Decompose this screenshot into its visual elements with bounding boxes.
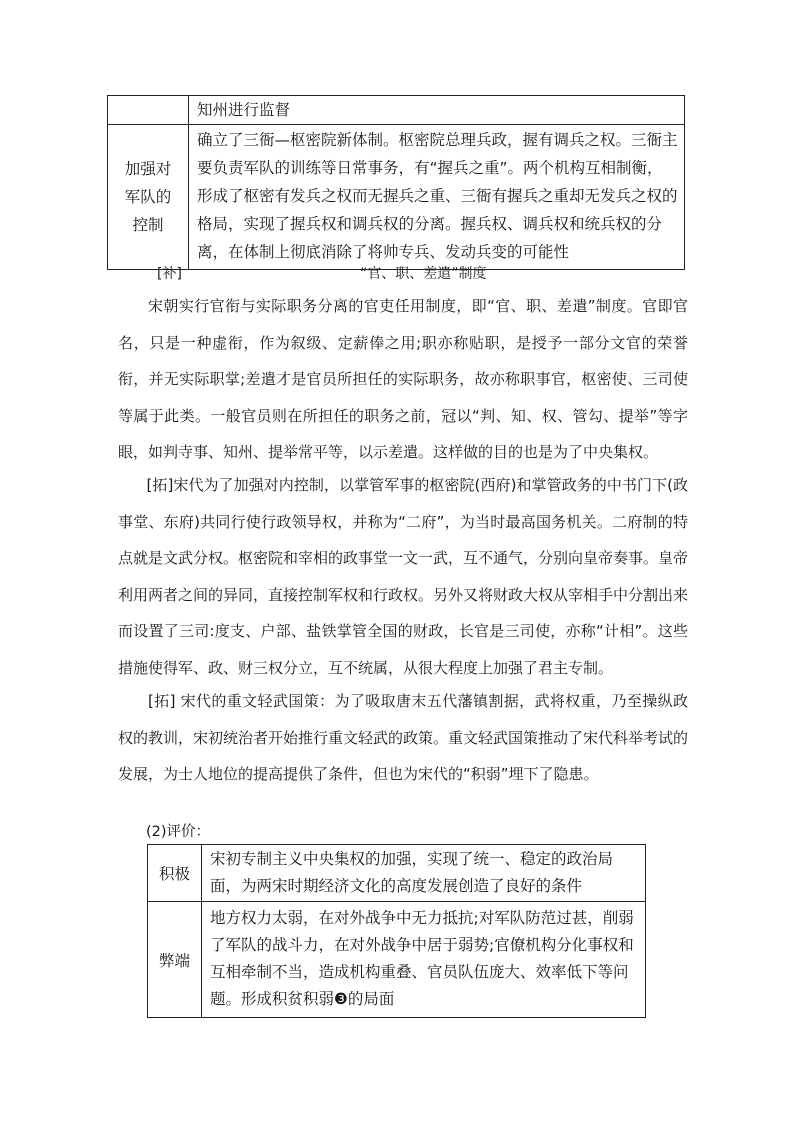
table-row-content: 宋初专制主义中央集权的加强，实现了统一、稳定的政治局面，为两宋时期经济文化的高度发展创造了良好的条件 [202,845,646,902]
table-row-label: 积极 [148,845,202,902]
paragraph-official-system [118,288,688,471]
supplement-title: “官、职、差遣”制度 [360,266,487,282]
table-row-content: 知州进行监督 [189,96,685,125]
paragraph-two-bureaus [118,467,688,686]
paragraph-text: [拓] 宋代的重文轻武国策：为了吸取唐末五代藩镇割据，武将权重，乃至操纵政权的教训，宋初统治者开始推行重文轻武的政策。重文轻武国策推动了宋代科举考试的发展，为士人地位的提高提供了条件，但也为宋代的“积弱”埋下了隐患。 [118,692,689,783]
evaluation-heading: (2)评价： [146,824,211,840]
evaluation-table [147,844,646,1018]
paragraph-text: [拓]宋代为了加强对内控制，以掌管军事的枢密院(西府)和掌管政务的中书门下(政事堂、东府)共同行使行政领导权，并称为“二府”，为当时最高国务机关。二府制的特点就是文武分权。枢密院和宰相的政事堂一文一武，互不通气，分别向皇帝奏事。皇帝利用两者之间的异同，直接控制军权和行政权。另外又将财政大权从宰相手中分割出来而设置了三司:度支、户部、盐铁掌管全国的财政，长官是三司使，亦称“计相”。这些措施使得军、政、财三权分立，互不统属，从很大程度上加强了君主专制。 [118,476,689,677]
supplement-tag: [补] [157,266,182,282]
table-row [148,845,646,902]
table-row [148,902,646,1018]
paragraph-civil-over-military [118,683,688,793]
table-row-content: 地方权力太弱，在对外战争中无力抵抗;对军队防范过甚，削弱了军队的战斗力，在对外战争中居于弱势;官僚机构分化事权和互相牵制不当，造成机构重叠、官员队伍庞大、效率低下等问题。形成积贫积弱❸的局面 [202,902,646,1018]
paragraph-text: 宋朝实行官衔与实际职务分离的官吏任用制度，即“官、职、差遣”制度。官即官名，只是一种虚衔，作为叙级、定薪俸之用;职亦称贴职，是授予一部分文官的荣誉衔，并无实际职掌;差遣才是官员所担任的实际职务，故亦称职事官，枢密使、三司使等属于此类。一般官员则在所担任的职务之前，冠以“判、知、权、管勾、提举”等字眼，如判寺事、知州、提举常平等，以示差遣。这样做的目的也是为了中央集权。 [118,297,688,461]
table-row [108,96,685,125]
table-row-content: 确立了三衙—枢密院新体制。枢密院总理兵政，握有调兵之权。三衙主要负责军队的训练等日常事务，有“握兵之重”。两个机构互相制衡，形成了枢密有发兵之权而无握兵之重、三衙有握兵之重却无发兵之权的格局，实现了握兵权和调兵权的分离。握兵权、调兵权和统兵权的分离，在体制上彻底消除了将帅专兵、发动兵变的可能性 [189,125,685,270]
table-row-label: 弊端 [148,902,202,1018]
supplement-heading [0,263,794,283]
table-row [108,125,685,270]
table-row-label [108,96,189,125]
measures-table-continued [107,95,685,270]
table-row-label: 加强对军队的控制 [108,125,189,270]
